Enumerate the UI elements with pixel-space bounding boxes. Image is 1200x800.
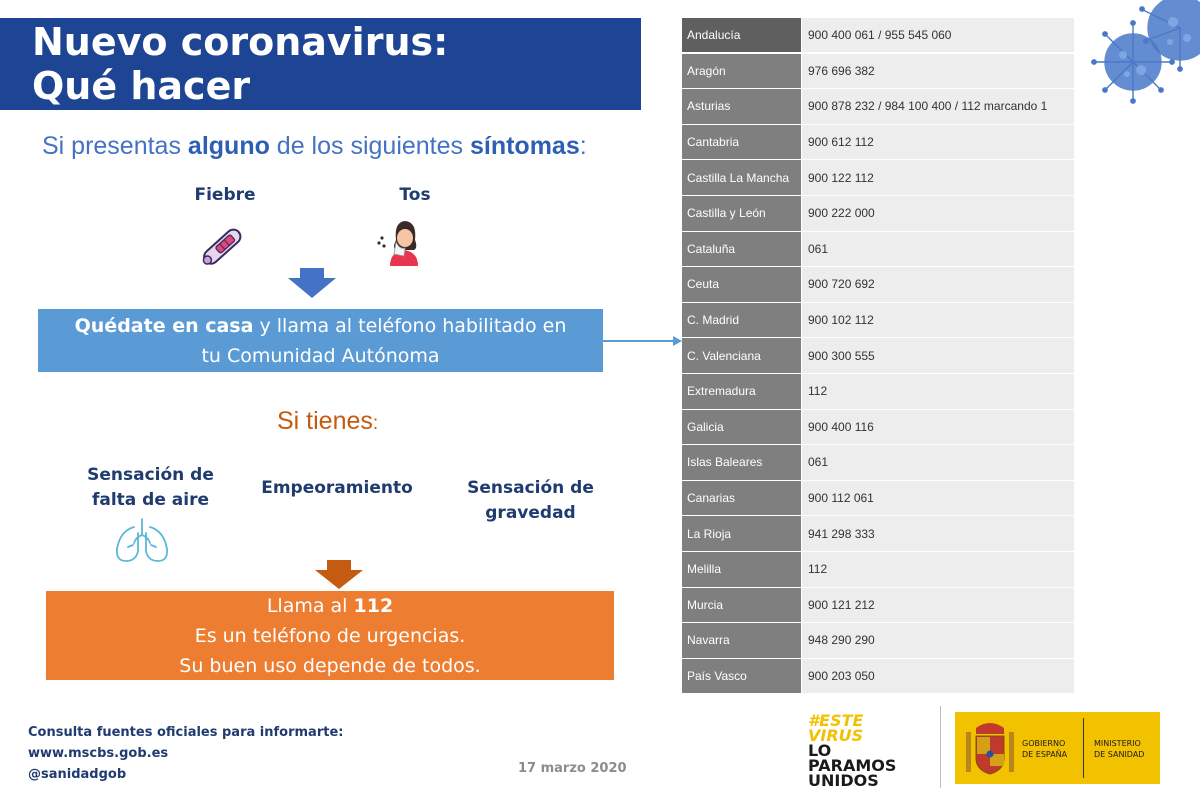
stay-home-line-2: tu Comunidad Autónoma xyxy=(201,345,440,367)
region-cell: C. Madrid xyxy=(682,303,802,338)
shortness-of-breath-line-2: falta de aire xyxy=(91,490,210,510)
campaign-line-5: UNIDOS xyxy=(808,771,879,790)
severity-line-2: gravedad xyxy=(485,503,576,523)
region-cell: Melilla xyxy=(682,552,802,587)
table-row xyxy=(682,338,1074,374)
call-112-text: Llama al xyxy=(266,595,354,617)
if-you-have-text: Si tienes xyxy=(277,407,373,435)
shortness-of-breath-line-1: Sensación de xyxy=(87,465,214,485)
call-112-line-3: Su buen uso depende de todos. xyxy=(179,655,481,677)
phone-cell[interactable]: 061 xyxy=(802,232,1074,267)
symptoms-heading xyxy=(42,132,587,161)
region-cell: Galicia xyxy=(682,410,802,445)
if-you-have-heading xyxy=(277,407,378,436)
campaign-line-3: LO xyxy=(808,741,832,760)
lungs-icon xyxy=(114,517,170,565)
campaign-line-4: PARAMOS xyxy=(808,756,897,775)
table-row xyxy=(682,481,1074,517)
stay-home-box xyxy=(38,309,603,372)
region-cell: Canarias xyxy=(682,481,802,516)
table-row xyxy=(682,623,1074,659)
symptoms-heading-colon: : xyxy=(579,132,587,160)
region-cell: Ceuta xyxy=(682,267,802,302)
logo-divider xyxy=(940,706,941,788)
table-row xyxy=(682,89,1074,125)
region-cell: Islas Baleares xyxy=(682,445,802,480)
government-separator xyxy=(1083,718,1084,778)
region-cell: Cantabria xyxy=(682,125,802,160)
ministry-line-1: MINISTERIO xyxy=(1094,739,1141,748)
table-row xyxy=(682,659,1074,695)
stay-home-text: y llama al teléfono habilitado en xyxy=(253,315,567,337)
table-row xyxy=(682,267,1074,303)
call-112-line-2: Es un teléfono de urgencias. xyxy=(194,625,466,647)
symptoms-heading-bold-2: síntomas xyxy=(469,132,580,160)
table-row xyxy=(682,588,1074,624)
table-row xyxy=(682,232,1074,268)
phone-cell[interactable]: 112 xyxy=(802,374,1074,409)
phone-table xyxy=(682,18,1074,694)
phone-cell[interactable]: 900 121 212 xyxy=(802,588,1074,623)
phone-cell[interactable]: 900 222 000 xyxy=(802,196,1074,231)
fever-label: Fiebre xyxy=(194,185,256,205)
page-title-line-1: Nuevo coronavirus: xyxy=(32,20,449,64)
phone-cell[interactable]: 900 400 061 / 955 545 060 xyxy=(802,18,1074,52)
government-label xyxy=(1022,738,1067,760)
region-cell: C. Valenciana xyxy=(682,338,802,373)
phone-cell[interactable]: 900 112 061 xyxy=(802,481,1074,516)
table-row xyxy=(682,552,1074,588)
table-row xyxy=(682,160,1074,196)
stay-home-bold: Quédate en casa xyxy=(74,315,254,337)
footer-twitter-handle[interactable]: @sanidadgob xyxy=(28,767,127,782)
region-cell: Castilla y León xyxy=(682,196,802,231)
footer-website-link[interactable]: www.mscbs.gob.es xyxy=(28,746,169,761)
phone-cell[interactable]: 941 298 333 xyxy=(802,516,1074,551)
phone-cell[interactable]: 900 102 112 xyxy=(802,303,1074,338)
severity-label xyxy=(462,476,599,526)
campaign-line-1: #ESTE xyxy=(808,711,864,730)
region-cell: Andalucía xyxy=(682,18,802,52)
down-arrow-icon xyxy=(288,268,336,298)
title-banner xyxy=(0,18,641,110)
down-arrow-orange-icon xyxy=(315,560,363,589)
phone-cell[interactable]: 900 878 232 / 984 100 400 / 112 marcando 1 xyxy=(802,89,1074,124)
table-row xyxy=(682,303,1074,339)
table-row xyxy=(682,410,1074,446)
call-112-line-1 xyxy=(46,591,614,621)
right-arrow-icon xyxy=(603,334,683,348)
table-row xyxy=(682,125,1074,161)
worsening-label: Empeoramiento xyxy=(261,478,413,498)
table-row xyxy=(682,196,1074,232)
if-you-have-colon: : xyxy=(372,413,379,434)
table-row xyxy=(682,54,1074,90)
publication-date: 17 marzo 2020 xyxy=(518,761,627,776)
call-112-box xyxy=(46,591,614,680)
phone-cell[interactable]: 112 xyxy=(802,552,1074,587)
symptoms-heading-bold-1: alguno xyxy=(187,132,270,160)
campaign-line-2: VIRUS xyxy=(808,726,864,745)
coughing-person-icon xyxy=(374,216,434,268)
phone-cell[interactable]: 900 720 692 xyxy=(802,267,1074,302)
thermometer-icon xyxy=(192,218,254,274)
coat-of-arms-icon xyxy=(964,720,1016,778)
phone-cell[interactable]: 900 122 112 xyxy=(802,160,1074,195)
government-line-2: DE ESPAÑA xyxy=(1022,750,1068,759)
region-cell: Asturias xyxy=(682,89,802,124)
table-row xyxy=(682,18,1074,54)
region-cell: País Vasco xyxy=(682,659,802,694)
phone-cell[interactable]: 900 612 112 xyxy=(802,125,1074,160)
region-cell: Castilla La Mancha xyxy=(682,160,802,195)
phone-cell[interactable]: 948 290 290 xyxy=(802,623,1074,658)
region-cell: Navarra xyxy=(682,623,802,658)
footer-sources-heading: Consulta fuentes oficiales para informarte: xyxy=(28,725,344,740)
table-row xyxy=(682,516,1074,552)
region-cell: La Rioja xyxy=(682,516,802,551)
stay-home-line-1 xyxy=(38,311,603,341)
symptoms-heading-text: Si presentas xyxy=(42,132,188,160)
ministry-line-2: DE SANIDAD xyxy=(1094,750,1145,759)
campaign-logo xyxy=(808,713,896,788)
table-row xyxy=(682,445,1074,481)
page-title-line-2: Qué hacer xyxy=(32,64,251,108)
region-cell: Extremadura xyxy=(682,374,802,409)
region-cell: Cataluña xyxy=(682,232,802,267)
footer-sources xyxy=(28,722,343,785)
symptoms-heading-text-2: de los siguientes xyxy=(269,132,470,160)
government-line-1: GOBIERNO xyxy=(1022,739,1066,748)
region-cell: Aragón xyxy=(682,54,802,89)
phone-cell[interactable]: 900 400 116 xyxy=(802,410,1074,445)
phone-cell[interactable]: 900 203 050 xyxy=(802,659,1074,694)
table-row xyxy=(682,374,1074,410)
region-cell: Murcia xyxy=(682,588,802,623)
virus-icon xyxy=(1075,0,1200,125)
phone-cell[interactable]: 061 xyxy=(802,445,1074,480)
ministry-label xyxy=(1094,738,1144,760)
phone-cell[interactable]: 900 300 555 xyxy=(802,338,1074,373)
cough-label: Tos xyxy=(399,185,431,205)
shortness-of-breath-label xyxy=(83,463,218,513)
emergency-number: 112 xyxy=(353,595,394,617)
severity-line-1: Sensación de xyxy=(467,478,594,498)
phone-cell[interactable]: 976 696 382 xyxy=(802,54,1074,89)
